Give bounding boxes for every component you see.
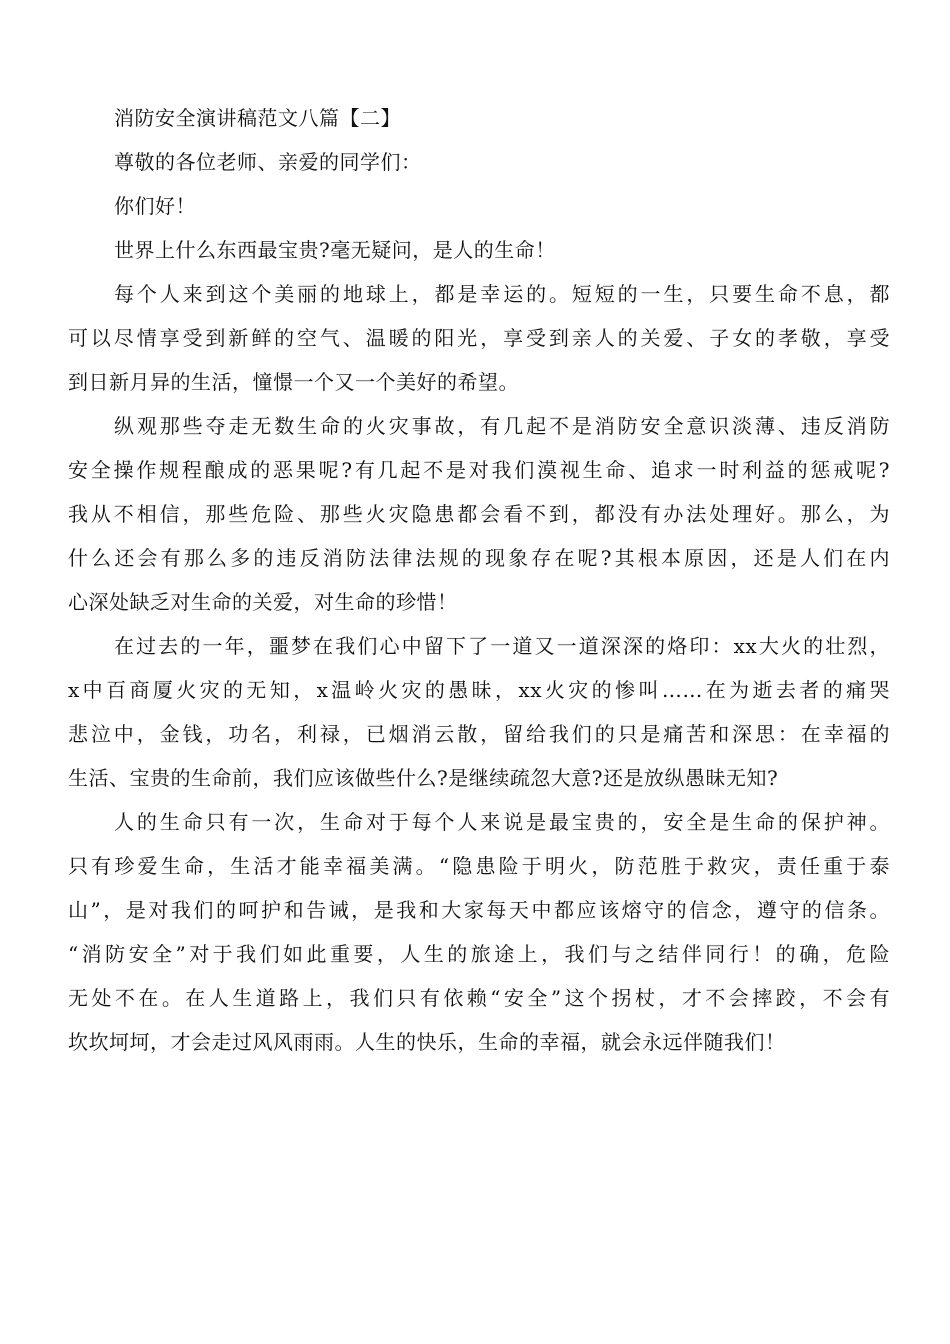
paragraph-line: 安全操作规程酿成的恶果呢?有几起不是对我们漠视生命、追求一时利益的惩戒呢? <box>68 458 890 482</box>
paragraph-line: 纵观那些夺走无数生命的火灾事故，有几起不是消防安全意识淡薄、违反消防 <box>114 414 890 438</box>
paragraph-line: 山”，是对我们的呵护和告诫，是我和大家每天中都应该熔守的信念，遵守的信条。 <box>68 898 890 922</box>
paragraph-3 <box>68 404 890 624</box>
paragraph-line: 悲泣中，金钱，功名，利禄，已烟消云散，留给我们的只是痛苦和深思：在幸福的 <box>68 722 890 746</box>
document-title: 消防安全演讲稿范文八篇【二】 <box>114 106 401 130</box>
paragraph-line: 每个人来到这个美丽的地球上，都是幸运的。短短的一生，只要生命不息，都 <box>114 282 890 306</box>
paragraph-line: 到日新月异的生活，憧憬一个又一个美好的希望。 <box>68 370 519 394</box>
document-page <box>68 96 890 1064</box>
salutation: 尊敬的各位老师、亲爱的同学们： <box>114 150 422 174</box>
paragraph-line: 坎坎坷坷，才会走过风风雨雨。人生的快乐，生命的幸福，就会永远伴随我们！ <box>68 1030 786 1054</box>
paragraph-4 <box>68 624 890 800</box>
paragraph-line: 人的生命只有一次，生命对于每个人来说是最宝贵的，安全是生命的保护神。 <box>114 810 890 834</box>
paragraph-line: 什么还会有那么多的违反消防法律法规的现象存在呢?其根本原因，还是人们在内 <box>68 546 890 570</box>
paragraph-line: 可以尽情享受到新鲜的空气、温暖的阳光，享受到亲人的关爱、子女的孝敬，享受 <box>68 326 890 350</box>
paragraph-5 <box>68 800 890 1064</box>
paragraph-line: 在过去的一年，噩梦在我们心中留下了一道又一道深深的烙印：xx大火的壮烈， <box>114 634 890 658</box>
paragraph-line: x中百商厦火灾的无知，x温岭火灾的愚昧，xx火灾的惨叫……在为逝去者的痛哭 <box>68 678 890 702</box>
paragraph-line: 只有珍爱生命，生活才能幸福美满。“隐患险于明火，防范胜于救灾，责任重于泰 <box>68 854 890 878</box>
paragraph-line: 我从不相信，那些危险、那些火灾隐患都会看不到，都没有办法处理好。那么，为 <box>68 502 890 526</box>
paragraph-2 <box>68 272 890 404</box>
paragraph-line: 生活、宝贵的生命前，我们应该做些什么?是继续疏忽大意?还是放纵愚昧无知? <box>68 766 779 790</box>
paragraph-1: 世界上什么东西最宝贵?毫无疑问，是人的生命！ <box>114 238 556 262</box>
paragraph-line: 心深处缺乏对生命的关爱，对生命的珍惜！ <box>68 590 458 614</box>
paragraph-line: 无处不在。在人生道路上，我们只有依赖“安全”这个拐杖，才不会摔跤，不会有 <box>68 986 890 1010</box>
greeting: 你们好！ <box>114 194 196 218</box>
paragraph-line: “消防安全”对于我们如此重要，人生的旅途上，我们与之结伴同行！的确，危险 <box>68 942 890 966</box>
